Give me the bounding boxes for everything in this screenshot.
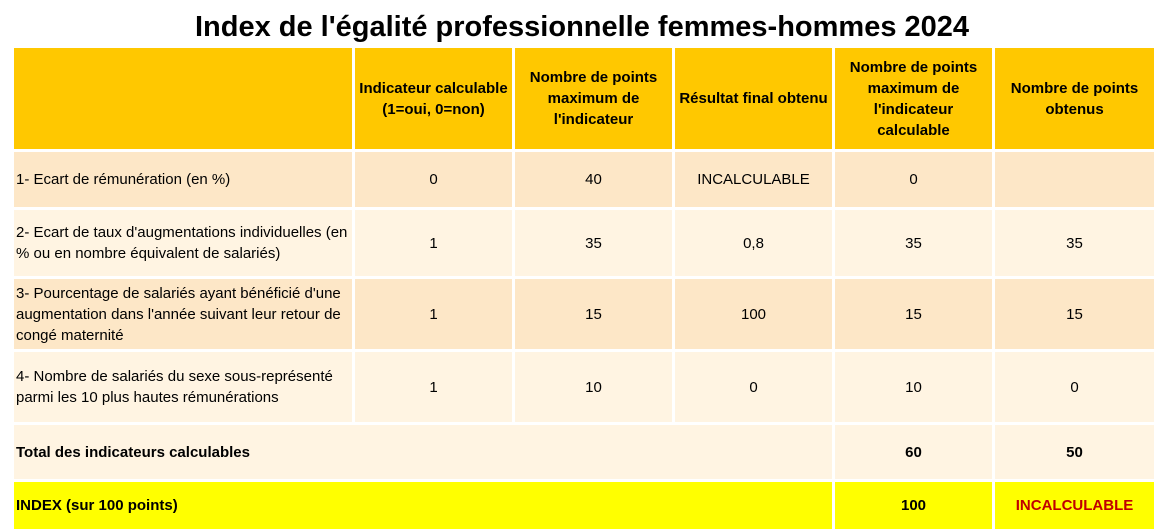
- total-max-calc: 60: [835, 425, 992, 479]
- row-2-result: 0,8: [675, 210, 832, 276]
- row-1-max-points: 40: [515, 152, 672, 207]
- row-3-max-calc: 15: [835, 279, 992, 349]
- row-3-points: 15: [995, 279, 1154, 349]
- header-cell-result: Résultat final obtenu: [675, 48, 832, 149]
- row-4-calculable: 1: [355, 352, 512, 422]
- row-4-points: 0: [995, 352, 1154, 422]
- row-2-calculable: 1: [355, 210, 512, 276]
- row-1-label: 1- Ecart de rémunération (en %): [14, 152, 352, 207]
- total-label: Total des indicateurs calculables: [14, 425, 832, 479]
- row-3-label: 3- Pourcentage de salariés ayant bénéficié d'une augmentation dans l'année suivant leur retour de congé maternité: [14, 279, 352, 349]
- header-cell-max-points: Nombre de points maximum de l'indicateur: [515, 48, 672, 149]
- index-max-calc: 100: [835, 482, 992, 529]
- row-4-max-calc: 10: [835, 352, 992, 422]
- total-points: 50: [995, 425, 1154, 479]
- row-4-label: 4- Nombre de salariés du sexe sous-représenté parmi les 10 plus hautes rémunérations: [14, 352, 352, 422]
- row-1-calculable: 0: [355, 152, 512, 207]
- row-1-max-calc: 0: [835, 152, 992, 207]
- header-cell-label: [14, 48, 352, 149]
- row-4-max-points: 10: [515, 352, 672, 422]
- header-cell-calculable: Indicateur calculable (1=oui, 0=non): [355, 48, 512, 149]
- row-1-points: [995, 152, 1154, 207]
- header-cell-points: Nombre de points obtenus: [995, 48, 1154, 149]
- row-2-label: 2- Ecart de taux d'augmentations individuelles (en % ou en nombre équivalent de salariés): [14, 210, 352, 276]
- page-title: Index de l'égalité professionnelle femmes-hommes 2024: [194, 11, 970, 43]
- index-label: INDEX (sur 100 points): [14, 482, 832, 529]
- row-1-result: INCALCULABLE: [675, 152, 832, 207]
- row-2-max-calc: 35: [835, 210, 992, 276]
- index-table: [14, 48, 1154, 529]
- header-cell-max-calc: Nombre de points maximum de l'indicateur calculable: [835, 48, 992, 149]
- index-points: INCALCULABLE: [995, 482, 1154, 529]
- row-3-calculable: 1: [355, 279, 512, 349]
- row-2-points: 35: [995, 210, 1154, 276]
- row-2-max-points: 35: [515, 210, 672, 276]
- row-4-result: 0: [675, 352, 832, 422]
- row-3-max-points: 15: [515, 279, 672, 349]
- row-3-result: 100: [675, 279, 832, 349]
